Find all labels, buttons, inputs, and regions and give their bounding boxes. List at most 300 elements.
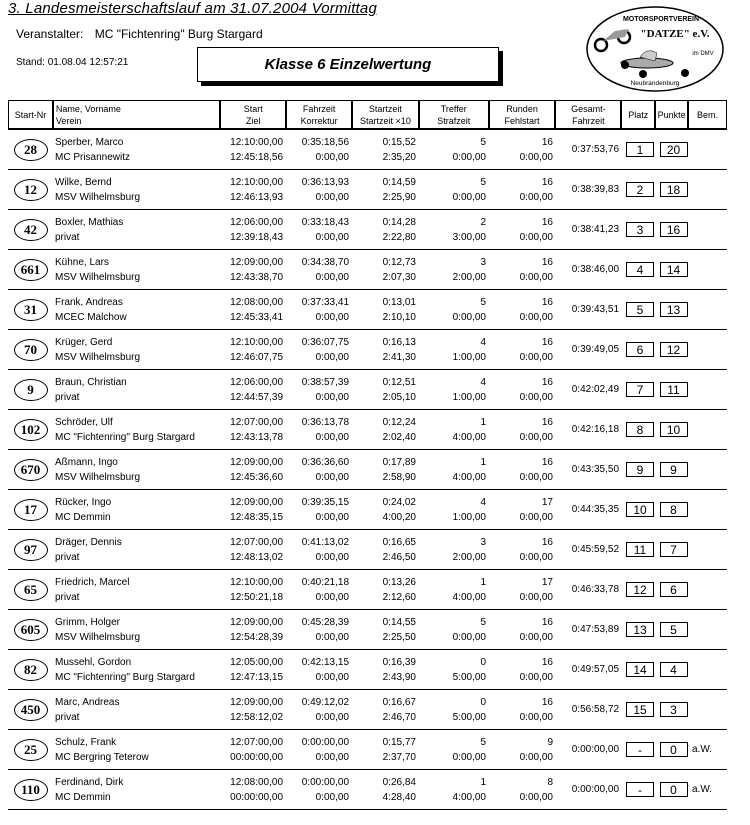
start-nr-badge: 661	[14, 259, 48, 281]
start-duration-x10: 2:46,70	[382, 711, 416, 723]
club-name: MCEC Malchow	[55, 311, 127, 323]
finish-time: 12:54:28,39	[230, 631, 283, 643]
name-cell	[53, 730, 221, 769]
name-cell	[53, 330, 221, 369]
startzeit-cell	[353, 210, 420, 249]
start-nr-badge: 25	[14, 739, 48, 761]
club-name: privat	[55, 231, 80, 243]
false-start: 0:00,00	[519, 511, 553, 523]
total-time: 0:42:16,18	[571, 424, 619, 435]
correction: 0:00,00	[315, 751, 349, 763]
fahrzeit-cell	[287, 170, 353, 209]
start-duration-x10: 2:46,50	[382, 551, 416, 563]
points-box: 10	[660, 422, 688, 437]
start-duration: 0:16,65	[382, 536, 416, 548]
table-body	[8, 130, 727, 810]
runden-cell	[490, 530, 557, 569]
rider-name: Sperber, Marco	[55, 136, 124, 148]
table-row	[8, 770, 727, 810]
hits: 3	[480, 536, 486, 548]
remark	[690, 570, 727, 609]
rider-name: Wilke, Bernd	[55, 176, 112, 188]
platz-cell	[623, 530, 657, 569]
start-duration: 0:13,26	[382, 576, 416, 588]
finish-time: 12:43:13,78	[230, 431, 283, 443]
col-runden: Runden Fehlstart	[490, 101, 557, 128]
start-ziel-cell	[221, 530, 287, 569]
start-nr-cell	[8, 570, 53, 609]
hits: 4	[480, 496, 486, 508]
table-row	[8, 330, 727, 370]
remark	[690, 450, 727, 489]
false-start: 0:00,00	[519, 591, 553, 603]
remark	[690, 210, 727, 249]
correction: 0:00,00	[315, 351, 349, 363]
total-time: 0:45:59,52	[571, 544, 619, 555]
runden-cell	[490, 650, 557, 689]
punkte-cell	[657, 770, 690, 809]
start-duration-x10: 2:41,30	[382, 351, 416, 363]
finish-time: 12:50:21,18	[230, 591, 283, 603]
penalty-time: 4:00,00	[452, 791, 486, 803]
runden-cell	[490, 130, 557, 169]
treffer-cell	[420, 690, 490, 729]
fahrzeit-cell	[287, 450, 353, 489]
startzeit-cell	[353, 490, 420, 529]
treffer-cell	[420, 650, 490, 689]
table-row	[8, 730, 727, 770]
punkte-cell	[657, 290, 690, 329]
laps: 16	[541, 656, 553, 668]
class-title: Klasse 6 Einzelwertung	[264, 56, 432, 73]
hits: 1	[480, 456, 486, 468]
fahrzeit-cell	[287, 490, 353, 529]
start-time: 12:10:00,00	[230, 576, 283, 588]
start-duration: 0:26,84	[382, 776, 416, 788]
false-start: 0:00,00	[519, 311, 553, 323]
start-nr-cell	[8, 770, 53, 809]
col-fahrzeit: Fahrzeit Korrektur	[287, 101, 353, 128]
platz-cell	[623, 570, 657, 609]
rank-box: 15	[626, 702, 654, 717]
remark	[690, 530, 727, 569]
correction: 0:00,00	[315, 471, 349, 483]
ride-time: 0:35:18,56	[301, 136, 349, 148]
start-duration-x10: 2:25,90	[382, 191, 416, 203]
start-ziel-cell	[221, 210, 287, 249]
startzeit-cell	[353, 610, 420, 649]
start-nr-cell	[8, 730, 53, 769]
start-ziel-cell	[221, 730, 287, 769]
start-duration-x10: 2:05,10	[382, 391, 416, 403]
punkte-cell	[657, 410, 690, 449]
correction: 0:00,00	[315, 631, 349, 643]
finish-time: 12:46:07,75	[230, 351, 283, 363]
club-name: MC "Fichtenring" Burg Stargard	[55, 431, 195, 443]
startzeit-cell	[353, 730, 420, 769]
rider-name: Friedrich, Marcel	[55, 576, 130, 588]
club-name: MSV Wilhelmsburg	[55, 191, 141, 203]
points-box: 13	[660, 302, 688, 317]
rank-box: 5	[626, 302, 654, 317]
treffer-cell	[420, 610, 490, 649]
platz-cell	[623, 730, 657, 769]
false-start: 0:00,00	[519, 751, 553, 763]
organizer-name: MC "Fichtenring" Burg Stargard	[94, 27, 263, 41]
platz-cell	[623, 250, 657, 289]
penalty-time: 1:00,00	[452, 391, 486, 403]
table-row	[8, 450, 727, 490]
start-duration: 0:12,24	[382, 416, 416, 428]
hits: 0	[480, 656, 486, 668]
ride-time: 0:00:00,00	[301, 776, 349, 788]
fahrzeit-cell	[287, 130, 353, 169]
start-duration: 0:24,02	[382, 496, 416, 508]
rank-box: 7	[626, 382, 654, 397]
correction: 0:00,00	[315, 271, 349, 283]
start-duration: 0:12,73	[382, 256, 416, 268]
runden-cell	[490, 490, 557, 529]
total-time: 0:00:00,00	[571, 784, 619, 795]
runden-cell	[490, 610, 557, 649]
start-nr-cell	[8, 170, 53, 209]
start-nr-cell	[8, 250, 53, 289]
organizer-label: Veranstalter:	[16, 27, 84, 41]
total-time: 0:56:58,72	[571, 704, 619, 715]
start-duration: 0:16,13	[382, 336, 416, 348]
ride-time: 0:40:21,18	[301, 576, 349, 588]
platz-cell	[623, 610, 657, 649]
start-ziel-cell	[221, 770, 287, 809]
points-box: 0	[660, 742, 688, 757]
col-name: Name, Vorname Verein	[54, 101, 222, 128]
table-row	[8, 170, 727, 210]
hits: 4	[480, 376, 486, 388]
name-cell	[53, 490, 221, 529]
startzeit-cell	[353, 170, 420, 209]
table-row	[8, 290, 727, 330]
correction: 0:00,00	[315, 151, 349, 163]
start-time: 12:10:00,00	[230, 176, 283, 188]
ride-time: 0:45:28,39	[301, 616, 349, 628]
treffer-cell	[420, 290, 490, 329]
treffer-cell	[420, 490, 490, 529]
rank-box: 13	[626, 622, 654, 637]
treffer-cell	[420, 370, 490, 409]
runden-cell	[490, 410, 557, 449]
points-box: 8	[660, 502, 688, 517]
club-name: MSV Wilhelmsburg	[55, 351, 141, 363]
remark	[690, 130, 727, 169]
total-time: 0:47:53,89	[571, 624, 619, 635]
start-nr-cell	[8, 450, 53, 489]
class-title-box	[197, 47, 499, 82]
logo-sub: im DMV	[692, 51, 714, 57]
start-duration: 0:12,51	[382, 376, 416, 388]
remark	[690, 330, 727, 369]
correction: 0:00,00	[315, 551, 349, 563]
start-nr-badge: 17	[14, 499, 48, 521]
start-duration: 0:17,89	[382, 456, 416, 468]
start-nr-badge: 70	[14, 339, 48, 361]
start-nr-badge: 31	[14, 299, 48, 321]
treffer-cell	[420, 330, 490, 369]
club-name: MC Demmin	[55, 511, 111, 523]
club-name: MC Bergring Teterow	[55, 751, 149, 763]
platz-cell	[623, 210, 657, 249]
points-box: 18	[660, 182, 688, 197]
penalty-time: 5:00,00	[452, 711, 486, 723]
start-ziel-cell	[221, 450, 287, 489]
remark	[690, 410, 727, 449]
start-duration-x10: 2:10,10	[382, 311, 416, 323]
punkte-cell	[657, 690, 690, 729]
runden-cell	[490, 330, 557, 369]
fahrzeit-cell	[287, 530, 353, 569]
treffer-cell	[420, 530, 490, 569]
rank-box: 12	[626, 582, 654, 597]
hits: 3	[480, 256, 486, 268]
treffer-cell	[420, 210, 490, 249]
fahrzeit-cell	[287, 610, 353, 649]
start-ziel-cell	[221, 370, 287, 409]
start-duration-x10: 2:22,80	[382, 231, 416, 243]
points-box: 11	[660, 382, 688, 397]
correction: 0:00,00	[315, 391, 349, 403]
name-cell	[53, 690, 221, 729]
start-nr-cell	[8, 650, 53, 689]
total-time: 0:39:43,51	[571, 304, 619, 315]
false-start: 0:00,00	[519, 791, 553, 803]
start-nr-cell	[8, 130, 53, 169]
hits: 5	[480, 736, 486, 748]
laps: 8	[547, 776, 553, 788]
laps: 16	[541, 216, 553, 228]
total-time: 0:00:00,00	[571, 744, 619, 755]
laps: 16	[541, 376, 553, 388]
hits: 2	[480, 216, 486, 228]
correction: 0:00,00	[315, 191, 349, 203]
correction: 0:00,00	[315, 511, 349, 523]
remark	[690, 690, 727, 729]
start-duration-x10: 2:02,40	[382, 431, 416, 443]
start-nr-cell	[8, 610, 53, 649]
false-start: 0:00,00	[519, 431, 553, 443]
startzeit-cell	[353, 410, 420, 449]
correction: 0:00,00	[315, 591, 349, 603]
laps: 16	[541, 536, 553, 548]
name-cell	[53, 410, 221, 449]
start-time: 12:06:00,00	[230, 376, 283, 388]
start-nr-cell	[8, 490, 53, 529]
correction: 0:00,00	[315, 711, 349, 723]
laps: 16	[541, 336, 553, 348]
club-name: privat	[55, 711, 80, 723]
name-cell	[53, 210, 221, 249]
club-name: MC Demmin	[55, 791, 111, 803]
ride-time: 0:39:35,15	[301, 496, 349, 508]
rank-box: 1	[626, 142, 654, 157]
start-time: 12:09:00,00	[230, 696, 283, 708]
start-nr-badge: 42	[14, 219, 48, 241]
hits: 1	[480, 776, 486, 788]
runden-cell	[490, 250, 557, 289]
start-nr-cell	[8, 290, 53, 329]
finish-time: 12:43:38,70	[230, 271, 283, 283]
start-time: 12:08:00,00	[230, 776, 283, 788]
penalty-time: 3:00,00	[452, 231, 486, 243]
start-ziel-cell	[221, 170, 287, 209]
col-punkte: Punkte	[656, 101, 689, 128]
runden-cell	[490, 290, 557, 329]
points-box: 5	[660, 622, 688, 637]
laps: 16	[541, 416, 553, 428]
start-duration-x10: 4:28,40	[382, 791, 416, 803]
penalty-time: 1:00,00	[452, 351, 486, 363]
penalty-time: 4:00,00	[452, 471, 486, 483]
rider-name: Braun, Christian	[55, 376, 127, 388]
organizer	[16, 27, 263, 41]
club-name: privat	[55, 391, 80, 403]
penalty-time: 4:00,00	[452, 431, 486, 443]
table-row	[8, 610, 727, 650]
start-duration: 0:13,01	[382, 296, 416, 308]
penalty-time: 2:00,00	[452, 271, 486, 283]
treffer-cell	[420, 250, 490, 289]
platz-cell	[623, 650, 657, 689]
finish-time: 12:58:12,02	[230, 711, 283, 723]
startzeit-cell	[353, 530, 420, 569]
startzeit-cell	[353, 770, 420, 809]
table-row	[8, 490, 727, 530]
rider-name: Marc, Andreas	[55, 696, 120, 708]
correction: 0:00,00	[315, 311, 349, 323]
start-time: 12:07:00,00	[230, 736, 283, 748]
start-ziel-cell	[221, 290, 287, 329]
table-row	[8, 210, 727, 250]
hits: 5	[480, 136, 486, 148]
start-duration: 0:16,67	[382, 696, 416, 708]
platz-cell	[623, 330, 657, 369]
runden-cell	[490, 770, 557, 809]
false-start: 0:00,00	[519, 191, 553, 203]
table-row	[8, 570, 727, 610]
penalty-time: 2:00,00	[452, 551, 486, 563]
table-row	[8, 410, 727, 450]
name-cell	[53, 250, 221, 289]
start-ziel-cell	[221, 250, 287, 289]
runden-cell	[490, 690, 557, 729]
hits: 5	[480, 176, 486, 188]
start-nr-cell	[8, 410, 53, 449]
fahrzeit-cell	[287, 730, 353, 769]
runden-cell	[490, 570, 557, 609]
rank-box: -	[626, 742, 654, 757]
platz-cell	[623, 450, 657, 489]
laps: 16	[541, 256, 553, 268]
punkte-cell	[657, 570, 690, 609]
penalty-time: 0:00,00	[452, 751, 486, 763]
start-duration: 0:14,59	[382, 176, 416, 188]
platz-cell	[623, 770, 657, 809]
laps: 16	[541, 696, 553, 708]
name-cell	[53, 370, 221, 409]
total-time: 0:38:39,83	[571, 184, 619, 195]
start-nr-badge: 110	[14, 779, 48, 801]
ride-time: 0:42:13,15	[301, 656, 349, 668]
startzeit-cell	[353, 370, 420, 409]
start-ziel-cell	[221, 650, 287, 689]
rank-box: 4	[626, 262, 654, 277]
start-nr-cell	[8, 330, 53, 369]
ride-time: 0:49:12,02	[301, 696, 349, 708]
start-time: 12:10:00,00	[230, 136, 283, 148]
rank-box: 9	[626, 462, 654, 477]
start-time: 12:09:00,00	[230, 256, 283, 268]
fahrzeit-cell	[287, 570, 353, 609]
start-nr-cell	[8, 370, 53, 409]
ride-time: 0:37:33,41	[301, 296, 349, 308]
hits: 1	[480, 576, 486, 588]
club-name: privat	[55, 551, 80, 563]
startzeit-cell	[353, 690, 420, 729]
name-cell	[53, 290, 221, 329]
start-ziel-cell	[221, 690, 287, 729]
remark	[690, 490, 727, 529]
col-start-nr: Start-Nr	[9, 101, 54, 128]
start-time: 12:08:00,00	[230, 296, 283, 308]
rider-name: Aßmann, Ingo	[55, 456, 118, 468]
logo-line1: MOTORSPORTVEREIN	[622, 16, 700, 23]
treffer-cell	[420, 730, 490, 769]
name-cell	[53, 170, 221, 209]
start-nr-badge: 12	[14, 179, 48, 201]
total-time: 0:46:33,78	[571, 584, 619, 595]
treffer-cell	[420, 570, 490, 609]
rider-name: Ferdinand, Dirk	[55, 776, 124, 788]
points-box: 6	[660, 582, 688, 597]
platz-cell	[623, 410, 657, 449]
hits: 5	[480, 616, 486, 628]
table-header	[8, 100, 727, 130]
start-nr-badge: 65	[14, 579, 48, 601]
total-time: 0:42:02,49	[571, 384, 619, 395]
points-box: 7	[660, 542, 688, 557]
start-ziel-cell	[221, 610, 287, 649]
remark: a.W.	[692, 784, 713, 795]
start-nr-cell	[8, 530, 53, 569]
fahrzeit-cell	[287, 330, 353, 369]
hits: 4	[480, 336, 486, 348]
penalty-time: 0:00,00	[452, 151, 486, 163]
finish-time: 00:00:00,00	[230, 751, 283, 763]
col-startzeit: Startzeit Startzeit ×10	[353, 101, 420, 128]
startzeit-cell	[353, 330, 420, 369]
start-nr-badge: 450	[14, 699, 48, 721]
points-box: 4	[660, 662, 688, 677]
start-duration-x10: 2:37,70	[382, 751, 416, 763]
remark	[690, 250, 727, 289]
points-box: 12	[660, 342, 688, 357]
rider-name: Schröder, Ulf	[55, 416, 113, 428]
platz-cell	[623, 370, 657, 409]
false-start: 0:00,00	[519, 551, 553, 563]
fahrzeit-cell	[287, 210, 353, 249]
table-row	[8, 530, 727, 570]
runden-cell	[490, 370, 557, 409]
club-logo	[585, 5, 725, 93]
start-duration-x10: 2:43,90	[382, 671, 416, 683]
